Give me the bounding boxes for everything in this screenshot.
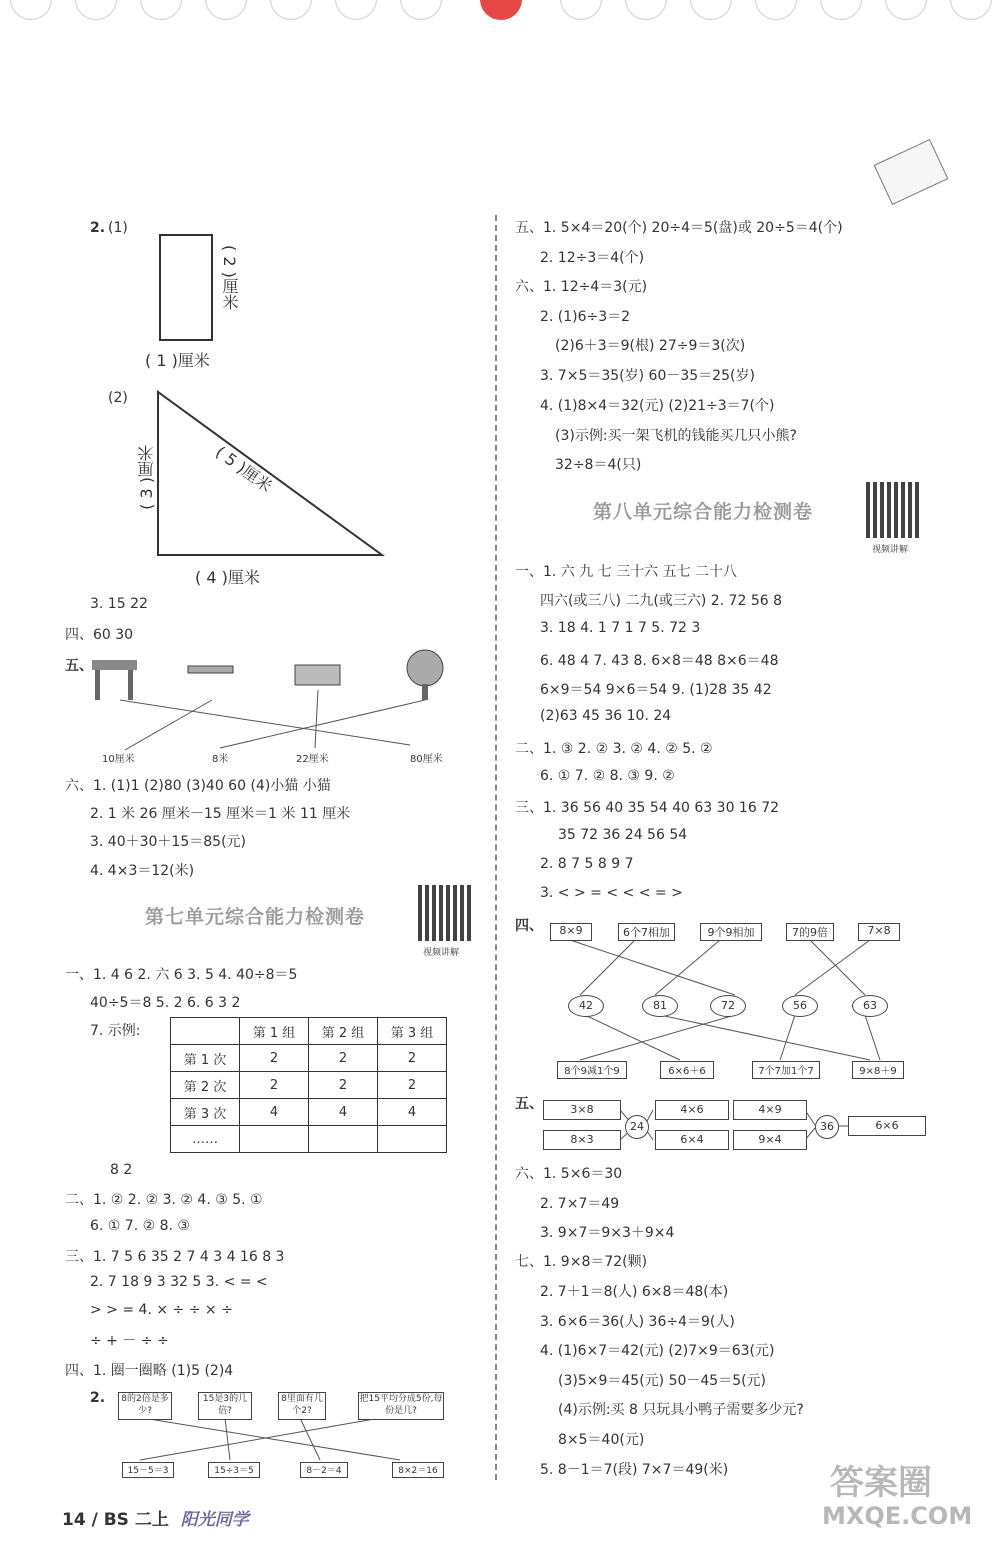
match-line: [300, 1418, 320, 1460]
answer-box: 15－5＝3: [122, 1462, 174, 1478]
r-s6-4b: (3)示例:买一架飞机的钱能买几只小熊?: [555, 428, 797, 444]
match-line: [810, 940, 865, 995]
match-line: [580, 1015, 735, 1060]
ruler-icon: [188, 666, 233, 673]
rect-bottom-label: ( 1 )厘米: [145, 351, 210, 370]
u7-1a: 一、1. 4 6 2. 六 6 3. 5 4. 40÷8＝5: [65, 967, 298, 983]
slab-icon: [295, 665, 340, 685]
u7-1b: 40÷5＝8 5. 2 6. 6 3 2: [90, 995, 241, 1011]
rect-right-label: ( 2 )厘米: [220, 245, 239, 310]
bubble-box: 把15平均分成5份,每份是几?: [358, 1392, 444, 1420]
number-circle: 56: [782, 995, 818, 1017]
l-sec4: 四、60 30: [65, 627, 134, 643]
eq-box: 3×8: [543, 1100, 621, 1120]
match-line: [220, 700, 425, 748]
r-s6-1: 六、1. 12÷4＝3(元): [515, 279, 648, 295]
number-circle: 72: [710, 995, 746, 1017]
u8-3c: 2. 8 7 5 8 9 7: [540, 856, 634, 872]
bubble-box: 15是3的几倍?: [198, 1392, 252, 1420]
u8-1e: 6×9＝54 9×6＝54 9. (1)28 35 42: [540, 682, 772, 698]
match-label: 10厘米: [102, 754, 135, 765]
table-cell: 第 1 次: [171, 1045, 240, 1072]
qr-code-icon[interactable]: [866, 482, 922, 538]
u7-4a: 四、1. 圈一圈略 (1)5 (2)4: [65, 1363, 234, 1379]
table-cell: ……: [171, 1126, 240, 1153]
u8-4: 四、: [515, 918, 543, 934]
table-cell: 4: [378, 1099, 447, 1126]
table-cell: 第 3 次: [171, 1099, 240, 1126]
table-header-row: [171, 1018, 447, 1045]
eq-box: 9×4: [733, 1130, 807, 1150]
r-s5-2: 2. 12÷3＝4(个): [540, 250, 645, 266]
u8-6c: 3. 9×7＝9×3＋9×4: [540, 1225, 675, 1241]
match-line: [143, 1418, 400, 1460]
u8-7d: 4. (1)6×7＝42(元) (2)7×9＝63(元): [540, 1343, 775, 1359]
match-line: [865, 1015, 880, 1060]
table-cell: 2: [309, 1072, 378, 1099]
u7-3a: 三、1. 7 5 6 35 2 7 4 3 4 16 8 3: [65, 1249, 285, 1265]
low-box: 9×8＋9: [852, 1061, 904, 1079]
match-line: [315, 690, 318, 748]
u7-3c: > > = 4. × ÷ ÷ × ÷: [90, 1302, 233, 1318]
u7-2b: 6. ① 7. ② 8. ③: [90, 1218, 190, 1234]
eq-circle: 36: [815, 1115, 839, 1139]
answer-table: [170, 1017, 447, 1153]
tri-hyp-label: ( 5 )厘米: [212, 442, 276, 496]
number-circle: 81: [642, 995, 678, 1017]
match-line: [120, 700, 410, 745]
table-cell: 4: [309, 1099, 378, 1126]
eq-box: 4×6: [655, 1100, 729, 1120]
u8-5: 五、: [515, 1096, 543, 1112]
u8-3b: 35 72 36 24 56 54: [558, 827, 688, 843]
table-row: [171, 1126, 447, 1153]
number-circle: 63: [852, 995, 888, 1017]
u7-3d: ÷ + － ÷ ÷: [90, 1333, 169, 1349]
low-box: 6×6＋6: [660, 1061, 714, 1079]
top-box: 6个7相加: [618, 923, 675, 941]
tree-icon: [407, 650, 443, 686]
u7-3b: 2. 7 18 9 3 32 5 3. < = <: [90, 1274, 268, 1290]
u8-1c: 3. 18 4. 1 7 1 7 5. 72 3: [540, 620, 701, 636]
u8-1d: 6. 48 4 7. 43 8. 6×8＝48 8×6＝48: [540, 653, 779, 669]
r-s6-3: 3. 7×5＝35(岁) 60－35＝25(岁): [540, 368, 755, 384]
u7-2a: 二、1. ② 2. ② 3. ② 4. ③ 5. ①: [65, 1192, 263, 1208]
watermark-url: MXQE.COM: [822, 1502, 973, 1530]
q2-part2: (2): [108, 390, 128, 406]
u8-1b: 四六(或三八) 二九(或三六) 2. 72 56 8: [540, 593, 782, 609]
r-s6-2b: (2)6＋3＝9(根) 27÷9＝3(次): [555, 338, 746, 354]
u8-7a: 七、1. 9×8＝72(颗): [515, 1254, 648, 1270]
top-box: 7的9倍: [786, 923, 834, 941]
u8-2b: 6. ① 7. ② 8. ③ 9. ②: [540, 768, 675, 784]
unit8-title: 第八单元综合能力检测卷: [593, 501, 814, 523]
number-circle: 42: [568, 995, 604, 1017]
r-s6-4a: 4. (1)8×4＝32(元) (2)21÷3＝7(个): [540, 398, 775, 414]
bubble-box: 8里面有几个2?: [278, 1392, 326, 1420]
u8-6a: 六、1. 5×6＝30: [515, 1166, 623, 1182]
match-line: [585, 1015, 680, 1060]
r-s6-2a: 2. (1)6÷3＝2: [540, 309, 631, 325]
top-box: 8×9: [550, 923, 592, 941]
u7-after: 8 2: [110, 1162, 133, 1178]
q2-label: 2.: [90, 220, 106, 236]
rectangle-figure: [160, 235, 212, 340]
eq-box: 6×6: [848, 1116, 926, 1136]
footer-page: 14 / BS 二上: [62, 1510, 169, 1530]
u7-4b: 2.: [90, 1390, 106, 1406]
table-cell: 第 3 组: [378, 1018, 447, 1045]
u8-7e: (3)5×9＝45(元) 50－45＝5(元): [558, 1373, 767, 1389]
desk-icon: [92, 660, 137, 670]
table-cell: 第 2 组: [309, 1018, 378, 1045]
match-label: 8米: [212, 754, 229, 765]
answer-box: 8×2＝16: [392, 1462, 444, 1478]
table-cell: 第 2 次: [171, 1072, 240, 1099]
match-line: [140, 1418, 380, 1460]
match-line: [795, 940, 870, 995]
table-cell: [309, 1126, 378, 1153]
table-cell: 2: [240, 1045, 309, 1072]
unit7-title: 第七单元综合能力检测卷: [145, 906, 366, 928]
u8-6b: 2. 7×7＝49: [540, 1196, 620, 1212]
match-label: 22厘米: [296, 754, 329, 765]
l-sec6-3: 3. 40＋30＋15＝85(元): [90, 834, 246, 850]
u8-3a: 三、1. 36 56 40 35 54 40 63 30 16 72: [515, 800, 780, 816]
answer-box: 15÷3＝5: [208, 1462, 260, 1478]
l-sec5: 五、: [65, 658, 93, 674]
table-row: [171, 1099, 447, 1126]
u8-7f: (4)示例:买 8 只玩具小鸭子需要多少元?: [558, 1402, 804, 1418]
answer-box: 8－2＝4: [300, 1462, 348, 1478]
qr-label: 视频讲解: [872, 545, 909, 555]
l-sec6-4: 4. 4×3＝12(米): [90, 863, 195, 879]
table-cell: 4: [240, 1099, 309, 1126]
table-cell: [171, 1018, 240, 1045]
table-row: [171, 1072, 447, 1099]
low-box: 8个9减1个9: [557, 1061, 627, 1079]
u8-7c: 3. 6×6＝36(人) 36÷4＝9(人): [540, 1314, 735, 1330]
u8-1a: 一、1. 六 九 七 三十六 五七 二十八: [515, 564, 738, 580]
qr-code-icon[interactable]: [418, 885, 474, 941]
page-footer: [62, 1505, 249, 1530]
u8-1f: (2)63 45 36 10. 24: [540, 708, 672, 724]
u7-7: 7. 示例:: [90, 1023, 141, 1039]
qr-label: 视频讲解: [423, 948, 460, 958]
match-line: [225, 1418, 230, 1460]
tri-bottom-label: ( 4 )厘米: [195, 568, 260, 587]
table-cell: [378, 1126, 447, 1153]
watermark-logo: 答案圈: [830, 1463, 932, 1503]
match-label: 80厘米: [410, 754, 443, 765]
u8-2a: 二、1. ③ 2. ② 3. ② 4. ② 5. ②: [515, 741, 713, 757]
bubble-box: 8的2倍是多少?: [118, 1392, 172, 1420]
footer-brand: 阳光同学: [180, 1510, 249, 1530]
table-cell: 2: [378, 1045, 447, 1072]
eq-box: 8×3: [543, 1130, 621, 1150]
l-sec6-2: 2. 1 米 26 厘米－15 厘米＝1 米 11 厘米: [90, 806, 351, 822]
table-cell: 2: [309, 1045, 378, 1072]
table-cell: 第 1 组: [240, 1018, 309, 1045]
table-row: [171, 1045, 447, 1072]
table-cell: [240, 1126, 309, 1153]
r-s5-1: 五、1. 5×4＝20(个) 20÷4＝5(盘)或 20÷5＝4(个): [515, 220, 843, 236]
tri-left-label: ( 3 )厘米: [137, 445, 156, 510]
l-sec6-1: 六、1. (1)1 (2)80 (3)40 60 (4)小猫 小猫: [65, 778, 331, 794]
match-line: [660, 1015, 870, 1060]
u8-7b: 2. 7＋1＝8(人) 6×8＝48(本): [540, 1284, 729, 1300]
top-box: 9个9相加: [700, 923, 762, 941]
eq-box: 4×9: [733, 1100, 807, 1120]
u8-7h: 5. 8－1＝7(段) 7×7＝49(米): [540, 1462, 729, 1478]
eq-box: 6×4: [655, 1130, 729, 1150]
l-q3: 3. 15 22: [90, 596, 148, 612]
match-line: [780, 1015, 795, 1060]
q2-part1: (1): [108, 220, 128, 236]
top-box: 7×8: [858, 923, 900, 941]
eq-circle: 24: [625, 1115, 649, 1139]
r-s6-4c: 32÷8＝4(只): [555, 457, 642, 473]
table-cell: 2: [378, 1072, 447, 1099]
u8-3d: 3. < > = < < < = >: [540, 885, 683, 901]
low-box: 7个7加1个7: [752, 1061, 820, 1079]
match-line: [580, 940, 635, 995]
u8-7g: 8×5＝40(元): [558, 1432, 645, 1448]
table-cell: 2: [240, 1072, 309, 1099]
